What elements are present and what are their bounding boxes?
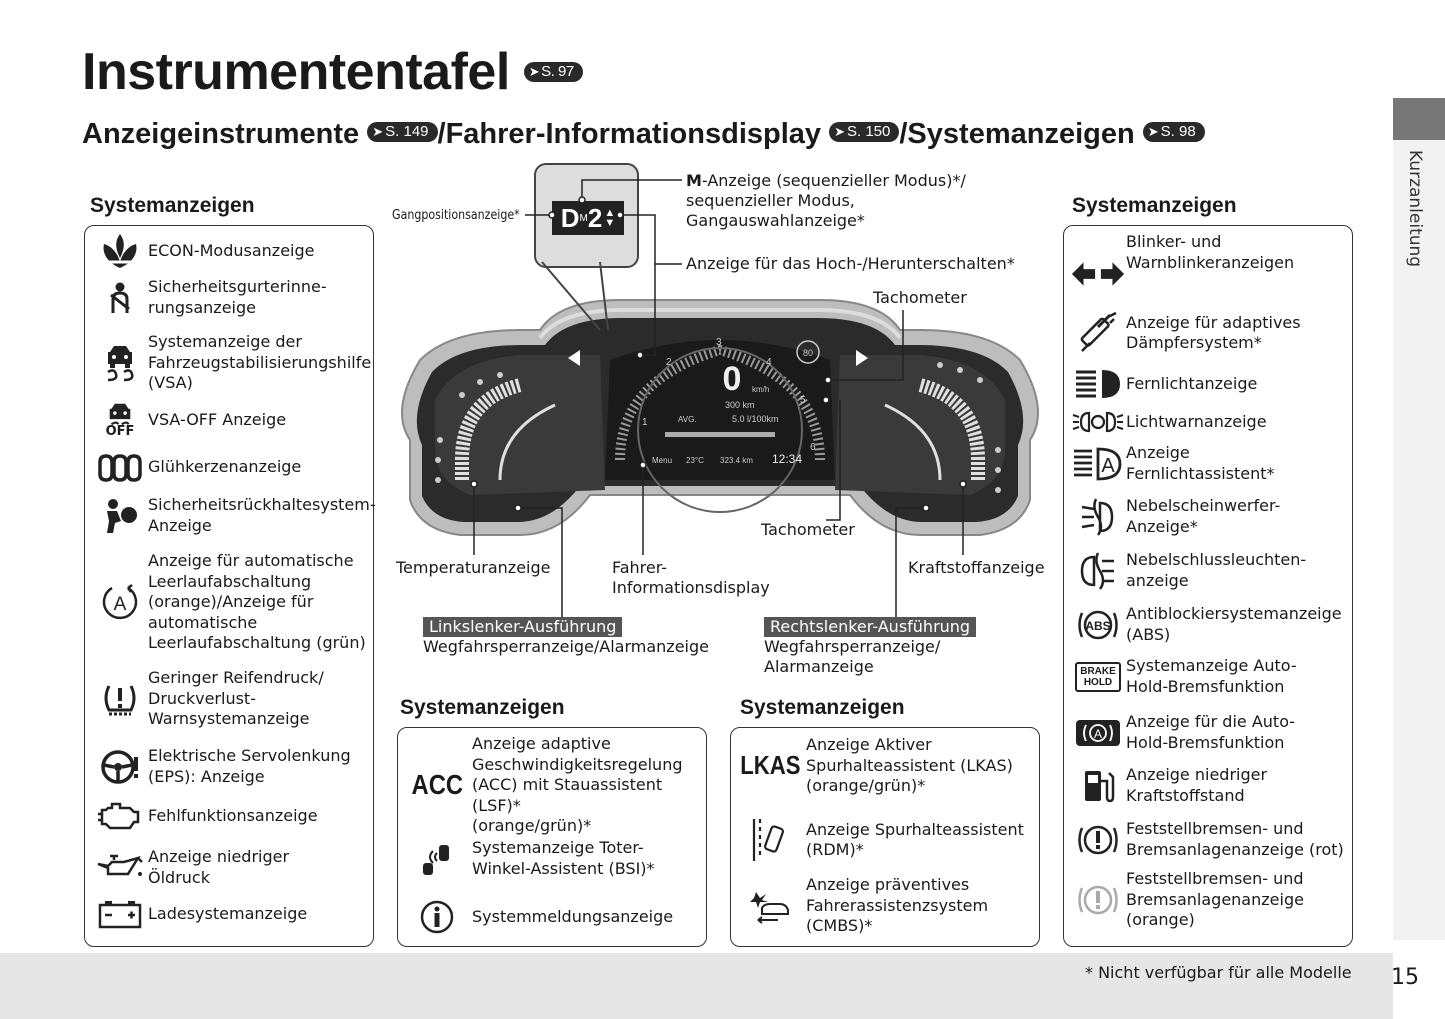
left-panel-title: Systemanzeigen xyxy=(90,194,255,217)
svg-text:A: A xyxy=(113,594,127,616)
avg-value: 5.0 l/100km xyxy=(732,414,779,424)
temp-readout: 23°C xyxy=(686,456,704,465)
list-item: Anzeige niedriger Öldruck xyxy=(92,847,368,888)
lkas-icon: LKAS xyxy=(739,750,801,781)
bsi-icon xyxy=(402,839,472,879)
side-tab xyxy=(1393,98,1445,140)
lhd-tag: Linkslenker-Ausführung xyxy=(423,617,622,637)
list-item: ABS Antiblockiersystemanzeige (ABS) xyxy=(1070,604,1350,645)
tach-mark: 1 xyxy=(642,417,648,428)
list-item: A Anzeige für die Auto- Hold-Bremsfunktion xyxy=(1070,712,1350,753)
list-item: Systemanzeige der Fahrzeugstabilisierungshilfe (VSA) xyxy=(92,332,368,394)
fuel-icon xyxy=(1070,767,1126,805)
list-item: A Anzeige für automatische Leerlaufabschaltung (orange)/Anzeige für automatische Leerlaufabschaltung (grün) xyxy=(92,551,368,654)
footnote: * Nicht verfügbar für alle Modelle xyxy=(1085,963,1352,982)
list-item: Glühkerzenanzeige xyxy=(92,452,368,482)
list-item: Blinker- und Warnblinkeranzeigen xyxy=(1070,232,1350,288)
ref-link-gauges[interactable]: ➤ S. 149 xyxy=(367,122,437,142)
rhd-tag: Rechtslenker-Ausführung xyxy=(764,617,976,637)
tach-mark: 5 xyxy=(800,395,806,406)
parking-brake-red-icon xyxy=(1070,820,1126,860)
side-tab-label[interactable]: Kurzanleitung xyxy=(1405,150,1425,268)
list-item: A Anzeige Fernlichtassistent* xyxy=(1070,443,1350,484)
speed-limit-sign: 80 xyxy=(802,348,814,358)
list-item: Elektrische Servolenkung (EPS): Anzeige xyxy=(92,746,368,787)
list-item: ECON-Modusanzeige xyxy=(92,232,368,270)
list-item: OFF VSA-OFF Anzeige xyxy=(92,402,368,438)
list-item: Anzeige präventives Fahrerassistenzsystem (CMBS)* xyxy=(734,875,1034,937)
callout-tachometer-top: Tachometer xyxy=(873,288,967,307)
brake-hold-icon: BRAKE HOLD xyxy=(1070,662,1126,692)
list-item: ACC Anzeige adaptive Geschwindigkeitsregelung (ACC) mit Stauassistent (LSF)* (orange/grün)* xyxy=(402,734,702,837)
tach-mark: 3 xyxy=(716,337,722,348)
page-ref-link[interactable]: ➤ S. 97 xyxy=(524,62,583,82)
callout-driver-info-display: Fahrer- Informationsdisplay xyxy=(612,558,770,597)
callout-fuel-gauge: Kraftstoffanzeige xyxy=(908,558,1045,577)
acc-icon: ACC xyxy=(411,769,463,801)
vsa-off-icon: OFF xyxy=(92,402,148,438)
auto-hold-icon xyxy=(1070,718,1126,748)
list-item: Anzeige für adaptives Dämpfersystem* xyxy=(1070,311,1350,355)
list-item: Sicherheitsgurterinne- rungsanzeige xyxy=(92,277,368,318)
center-left-panel-title: Systemanzeigen xyxy=(400,696,565,719)
page-number: 15 xyxy=(1391,965,1419,990)
eps-icon xyxy=(92,747,148,787)
list-item: Nebelscheinwerfer- Anzeige* xyxy=(1070,496,1350,537)
parking-brake-orange-icon xyxy=(1070,880,1126,920)
engine-icon xyxy=(92,800,148,832)
rdm-icon xyxy=(734,817,806,863)
svg-text:ABS: ABS xyxy=(1085,618,1111,633)
callout-tachometer-bottom: Tachometer xyxy=(761,520,855,539)
list-item: LKAS Anzeige Aktiver Spurhalteassistent (LKAS) (orange/grün)* xyxy=(734,735,1034,797)
list-item: Feststellbremsen- und Bremsanlagenanzeige (orange) xyxy=(1070,869,1350,931)
callout-temperature: Temperaturanzeige xyxy=(396,558,551,577)
gear-display: D M 2 ▲ ▼ xyxy=(552,201,624,235)
right-panel-title: Systemanzeigen xyxy=(1072,194,1237,217)
list-item: BRAKE HOLD Systemanzeige Auto- Hold-Bremsfunktion xyxy=(1070,656,1350,697)
list-item: Feststellbremsen- und Bremsanlagenanzeige (rot) xyxy=(1070,819,1350,860)
cmbs-icon xyxy=(734,888,806,924)
tach-mark: 4 xyxy=(766,357,772,368)
avg-label: AVG. xyxy=(678,415,697,424)
list-item: Anzeige niedriger Kraftstoffstand xyxy=(1070,765,1350,806)
callout-lhd: Linkslenker-Ausführung Wegfahrsperranzeige/Alarmanzeige xyxy=(423,617,709,656)
range-readout: 300 km xyxy=(725,400,755,410)
list-item: Ladesystemanzeige xyxy=(92,898,368,930)
svg-text:A: A xyxy=(1101,454,1115,477)
info-icon xyxy=(402,899,472,935)
tach-mark: 6 xyxy=(810,442,816,453)
list-item: Systemmeldungsanzeige xyxy=(402,899,702,935)
speed-unit: km/h xyxy=(752,385,770,394)
callout-shift-indicator: Anzeige für das Hoch-/Herunterschalten* xyxy=(686,254,1015,273)
ref-link-indicators[interactable]: ➤ S. 98 xyxy=(1143,122,1205,142)
callout-m-indicator: M-Anzeige (sequenzieller Modus)*/ sequenzieller Modus, Gangauswahlanzeige* xyxy=(686,171,966,230)
page-subtitle: Anzeigeinstrumente ➤ S. 149 /Fahrer-Informationsdisplay ➤ S. 150 /Systemanzeigen ➤ S. 98 xyxy=(82,118,1205,151)
list-item: Fehlfunktionsanzeige xyxy=(92,800,368,832)
trip-readout: 323.4 km xyxy=(720,456,753,465)
battery-icon xyxy=(92,898,148,930)
clock-readout: 12:34 xyxy=(772,452,803,466)
tach-mark: 2 xyxy=(666,357,672,368)
list-item: Sicherheitsrückhaltesystem- Anzeige xyxy=(92,495,368,536)
list-item: Fernlichtanzeige xyxy=(1070,368,1350,400)
list-item: Anzeige Spurhalteassistent (RDM)* xyxy=(734,817,1034,863)
list-item: Systemanzeige Toter- Winkel-Assistent (BSI)* xyxy=(402,838,702,879)
svg-text:A: A xyxy=(1093,726,1103,741)
callout-rhd: Rechtslenker-Ausführung Wegfahrsperranzeige/ Alarmanzeige xyxy=(764,617,976,677)
ref-link-info-display[interactable]: ➤ S. 150 xyxy=(829,122,899,142)
menu-label: Menu xyxy=(652,456,673,465)
page-title: Instrumententafel ➤ S. 97 xyxy=(82,42,583,102)
list-item: Lichtwarnanzeige xyxy=(1070,409,1350,435)
list-item: Geringer Reifendruck/ Druckverlust- Warnsystemanzeige xyxy=(92,668,368,730)
oil-icon xyxy=(92,854,148,882)
callout-gear-position: Gangpositionsanzeige* xyxy=(392,208,520,223)
list-item: Nebelschlussleuchten- anzeige xyxy=(1070,550,1350,591)
speed-readout: 0 xyxy=(722,360,742,398)
center-right-panel-title: Systemanzeigen xyxy=(740,696,905,719)
